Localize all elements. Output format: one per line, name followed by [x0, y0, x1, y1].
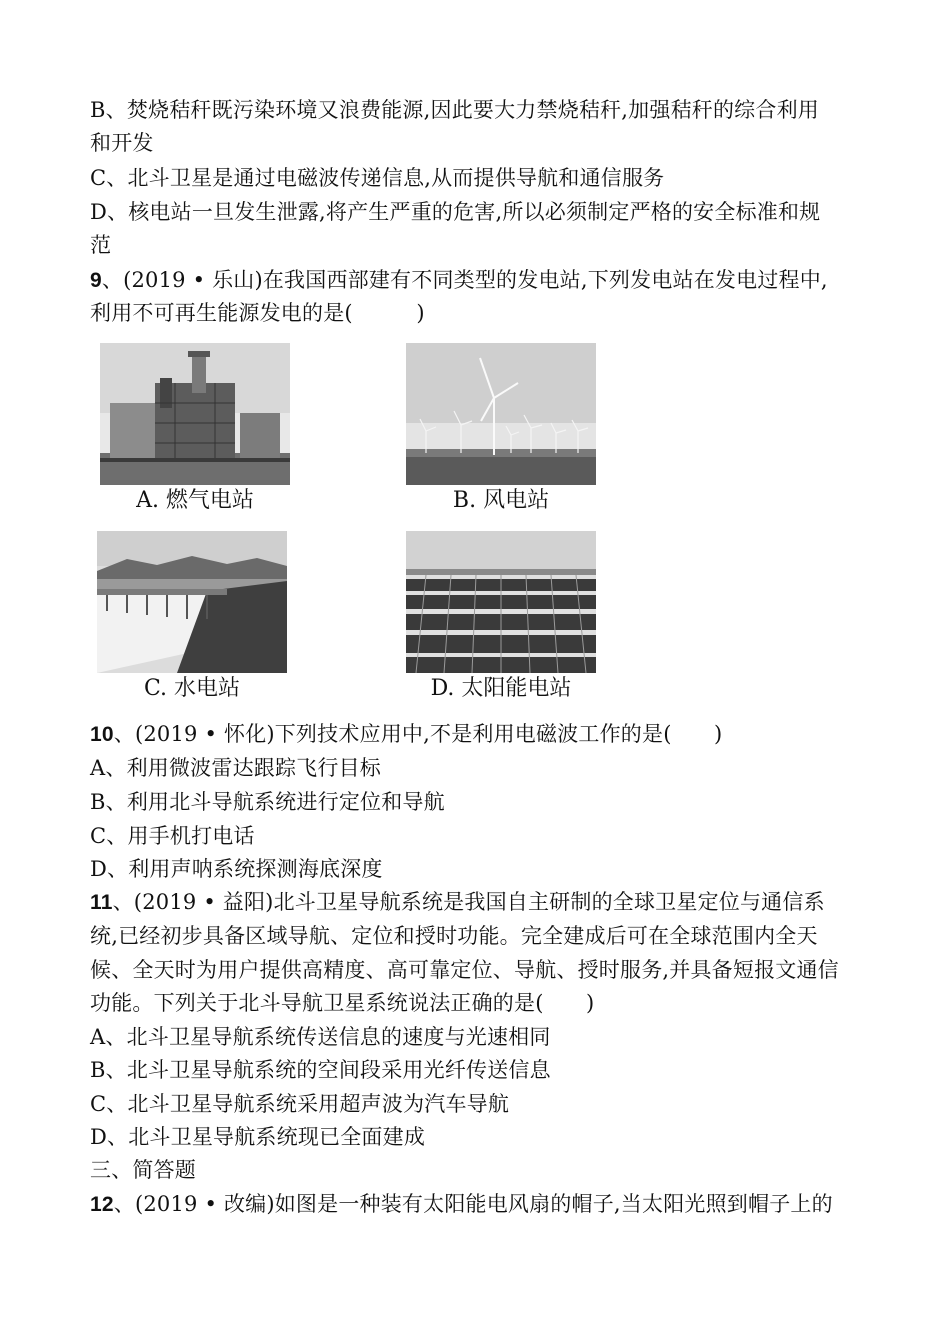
- option-b-line-2: 和开发: [90, 131, 154, 155]
- option-b-line-1: B、焚烧秸秆既污染环境又浪费能源,因此要大力禁烧秸秆,加强秸秆的综合利用: [90, 98, 819, 122]
- question-9-number: 9: [90, 269, 102, 292]
- option-d-line-1: D、核电站一旦发生泄露,将产生严重的危害,所以必须制定严格的安全标准和规: [90, 200, 821, 224]
- hydro-dam-image: [97, 531, 287, 673]
- question-10-option-d: D、利用声呐系统探测海底深度: [90, 857, 383, 881]
- question-9-text: 、(2019 • 乐山)在我国西部建有不同类型的发电站,下列发电站在发电过程中,: [101, 268, 828, 292]
- gas-power-plant-image: [100, 343, 290, 485]
- question-10-text: 、(2019 • 怀化)下列技术应用中,不是利用电磁波工作的是( ): [113, 722, 723, 746]
- question-10-option-b: B、利用北斗导航系统进行定位和导航: [90, 790, 445, 814]
- question-9-line-2: 利用不可再生能源发电的是( ): [90, 301, 425, 325]
- question-12-number: 12: [90, 1193, 114, 1216]
- wind-farm-image: [406, 343, 596, 485]
- figure-b-caption: B. 风电站: [452, 488, 550, 513]
- question-11-line-4: 功能。下列关于北斗导航卫星系统说法正确的是( ): [90, 991, 595, 1015]
- figure-c-caption: C. 水电站: [143, 676, 241, 701]
- question-11-line-1: [90, 887, 870, 918]
- figure-a-caption: A. 燃气电站: [136, 488, 254, 513]
- question-9-line-1: [90, 265, 870, 296]
- solar-farm-image: [406, 531, 596, 673]
- question-10-number: 10: [90, 723, 114, 746]
- question-11-option-a: A、北斗卫星导航系统传送信息的速度与光速相同: [90, 1025, 551, 1049]
- question-10-line: [90, 719, 870, 750]
- question-12-line: [90, 1189, 870, 1220]
- question-12-text: 、(2019 • 改编)如图是一种装有太阳能电风扇的帽子,当太阳光照到帽子上的: [113, 1192, 833, 1216]
- figure-d-caption: D. 太阳能电站: [430, 676, 572, 701]
- option-d-line-2: 范: [90, 233, 112, 257]
- section-heading-short-answer: 三、简答题: [90, 1158, 196, 1182]
- question-10-option-a: A、利用微波雷达跟踪飞行目标: [90, 756, 381, 780]
- question-11-line-2: 统,已经初步具备区域导航、定位和授时功能。完全建成后可在全球范围内全天: [90, 924, 818, 948]
- question-11-number: 11: [90, 891, 113, 914]
- question-11-line-3: 候、全天时为用户提供高精度、高可靠定位、导航、授时服务,并具备短报文通信: [90, 958, 839, 982]
- question-11-option-c: C、北斗卫星导航系统采用超声波为汽车导航: [90, 1092, 510, 1116]
- question-11-option-b: B、北斗卫星导航系统的空间段采用光纤传送信息: [90, 1058, 551, 1082]
- question-11-text: 、(2019 • 益阳)北斗卫星导航系统是我国自主研制的全球卫星定位与通信系: [112, 890, 825, 914]
- question-11-option-d: D、北斗卫星导航系统现已全面建成: [90, 1125, 426, 1149]
- option-c-line: C、北斗卫星是通过电磁波传递信息,从而提供导航和通信服务: [90, 166, 665, 190]
- question-10-option-c: C、用手机打电话: [90, 824, 255, 848]
